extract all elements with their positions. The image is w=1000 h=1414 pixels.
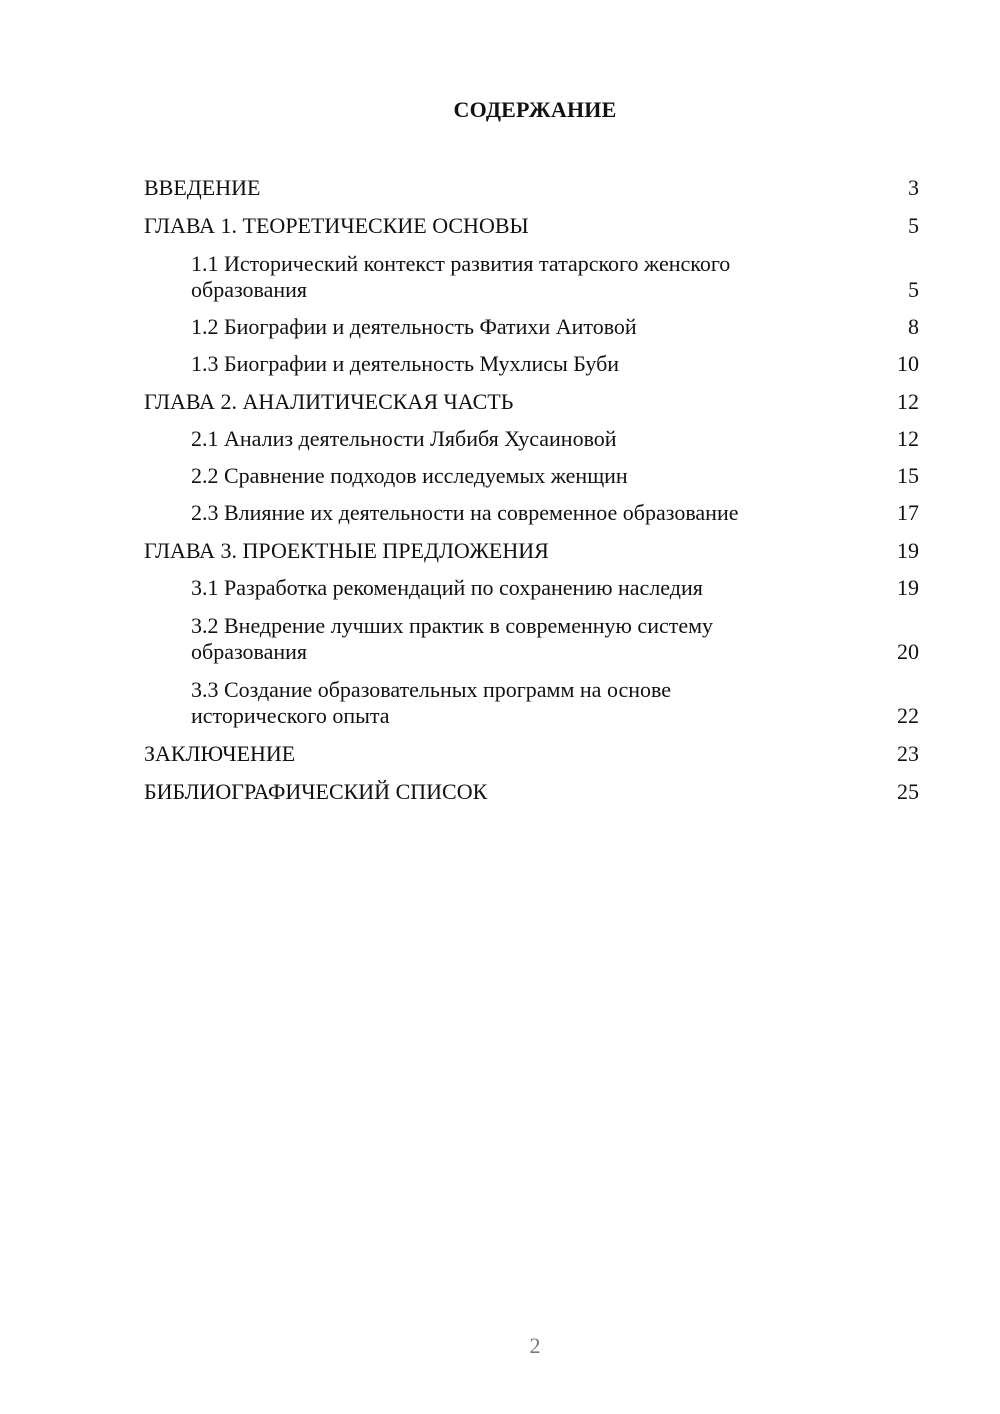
toc-entry-page: 22 [897,703,919,728]
toc-entry-page: 5 [908,213,919,238]
toc-entry-label: 1.3 Биографии и деятельность Мухлисы Буби [191,351,620,376]
toc-entry-label: 1.1 Исторический контекст развития татарского женского образования [191,251,731,302]
toc-entry-label: 1.2 Биографии и деятельность Фатихи Аитовой [191,314,637,339]
toc-entry-label: ЗАКЛЮЧЕНИЕ [144,741,296,766]
toc-entry-bibliography [144,772,919,810]
toc-entry-section-3-2 [144,606,919,670]
toc-entry-page: 5 [908,277,919,302]
toc-entry-page: 17 [897,500,919,525]
toc-entry-page: 19 [897,575,919,600]
toc-entry-section-1-3 [144,345,919,382]
toc-entry-section-3-1 [144,569,919,606]
toc-entry-section-3-3 [144,670,919,734]
toc-entry-introduction [144,168,919,206]
toc-entry-label: ГЛАВА 1. ТЕОРЕТИЧЕСКИЕ ОСНОВЫ [144,213,529,238]
toc-entry-page: 12 [897,426,919,451]
toc-entry-chapter-2 [144,382,919,420]
toc-entry-page: 25 [897,779,919,804]
toc-entry-label: ГЛАВА 3. ПРОЕКТНЫЕ ПРЕДЛОЖЕНИЯ [144,538,549,563]
toc-entry-label: 2.1 Анализ деятельности Лябибя Хусаиновой [191,426,617,451]
toc-entry-page: 15 [897,463,919,488]
toc-entry-page: 10 [897,351,919,376]
toc-entry-label: 2.3 Влияние их деятельности на современное образование [191,500,739,525]
table-of-contents [144,168,919,810]
toc-entry-section-2-2 [144,457,919,494]
toc-entry-section-1-1 [144,244,919,308]
toc-entry-label: ГЛАВА 2. АНАЛИТИЧЕСКАЯ ЧАСТЬ [144,389,514,414]
toc-entry-label: ВВЕДЕНИЕ [144,175,261,200]
toc-entry-label: 3.2 Внедрение лучших практик в современную систему образования [191,613,714,664]
toc-entry-section-2-3 [144,494,919,531]
toc-entry-label: 3.3 Создание образовательных программ на основе исторического опыта [191,677,672,728]
toc-entry-label: 2.2 Сравнение подходов исследуемых женщин [191,463,628,488]
toc-entry-page: 20 [897,639,919,664]
toc-entry-page: 8 [908,314,919,339]
toc-entry-page: 3 [908,175,919,200]
toc-entry-label: 3.1 Разработка рекомендаций по сохранению наследия [191,575,703,600]
toc-entry-page: 19 [897,538,919,563]
toc-entry-chapter-1 [144,206,919,244]
toc-entry-section-2-1 [144,420,919,457]
toc-title: СОДЕРЖАНИЕ [453,97,617,122]
toc-entry-page: 23 [897,741,919,766]
page-number: 2 [529,1333,541,1358]
toc-entry-chapter-3 [144,531,919,569]
toc-entry-label: БИБЛИОГРАФИЧЕСКИЙ СПИСОК [144,779,488,804]
toc-entry-conclusion [144,734,919,772]
toc-entry-page: 12 [897,389,919,414]
toc-entry-section-1-2 [144,308,919,345]
